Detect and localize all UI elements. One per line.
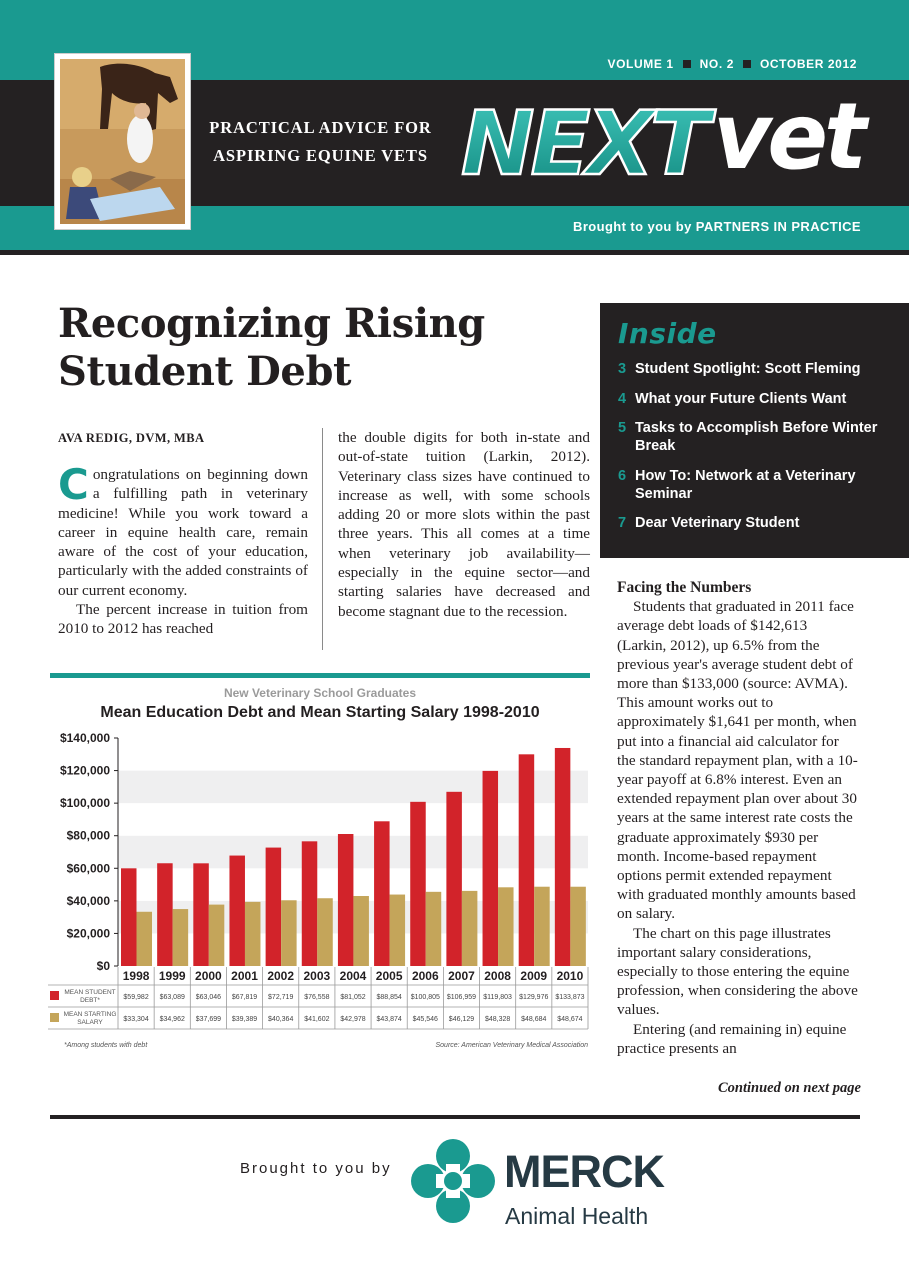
article-paragraph-2-end: the double digits for both in-state and out-of-state tuition (Larkin, 2012). Veterinary class sizes have continued to increase as well, with some schools adding 20 or more slots within the past three years. This all comes at a time when veterinary job availability—especially in the equine sector—and starting salaries have decreased and become stagnant due to the recession. bbox=[338, 429, 590, 620]
inside-item-page: 5 bbox=[618, 420, 627, 436]
chart-bar-salary bbox=[570, 887, 586, 966]
inside-item-title: What your Future Clients Want bbox=[635, 390, 847, 407]
chart-data-label: $33,304 bbox=[123, 1016, 149, 1023]
chart-data-label: $63,046 bbox=[195, 994, 222, 1001]
continued-link[interactable]: Continued on next page bbox=[717, 1080, 861, 1096]
chart-data-label: $129,976 bbox=[519, 994, 549, 1001]
inside-item-page: 3 bbox=[618, 361, 627, 377]
debt-salary-chart bbox=[40, 725, 592, 1065]
issue-info bbox=[607, 57, 857, 71]
chart-grid-band bbox=[118, 771, 588, 804]
inside-item-title: Student Spotlight: Scott Fleming bbox=[635, 361, 861, 377]
tagline-line2: ASPIRING EQUINE VETS bbox=[213, 146, 428, 165]
nextvet-wordmark bbox=[455, 92, 875, 192]
chart-x-tick-label: 2003 bbox=[303, 969, 331, 983]
chart-x-tick-label: 1999 bbox=[158, 969, 186, 983]
chart-data-label: $133,873 bbox=[555, 994, 585, 1001]
chart-bar-debt bbox=[157, 863, 173, 966]
chart-bar-salary bbox=[426, 892, 442, 966]
legend-label-line1: MEAN STUDENT bbox=[64, 989, 116, 996]
sidebar-paragraph-3: Entering (and remaining in) equine practice presents an bbox=[617, 1020, 847, 1057]
legend-label-line2: DEBT* bbox=[80, 997, 100, 1004]
legend-swatch-salary bbox=[50, 1013, 59, 1022]
chart-y-tick-label: $20,000 bbox=[66, 926, 110, 941]
chart-bar-debt bbox=[193, 863, 209, 966]
chart-x-tick-label: 2000 bbox=[195, 969, 222, 983]
chart-bar-salary bbox=[353, 896, 369, 966]
article-paragraph-1 bbox=[58, 460, 308, 600]
chart-data-label: $48,328 bbox=[484, 1016, 511, 1023]
sidebar-paragraph-2: The chart on this page illustrates important salary considerations, especially to those entering the equine profession, when considering the above values. bbox=[617, 924, 858, 1019]
chart-data-label: $106,959 bbox=[446, 994, 477, 1001]
chart-x-tick-label: 2010 bbox=[556, 969, 584, 983]
chart-bar-debt bbox=[229, 856, 245, 966]
issue-number: NO. 2 bbox=[699, 57, 734, 71]
chart-y-tick-label: $140,000 bbox=[59, 731, 110, 745]
chart-bar-debt bbox=[266, 848, 282, 966]
chart-y-tick-label: $120,000 bbox=[59, 763, 110, 778]
legend-label-line2: SALARY bbox=[77, 1019, 103, 1026]
chart-bar-debt bbox=[519, 754, 535, 966]
chart-grid-band bbox=[118, 738, 588, 771]
inside-item[interactable] bbox=[618, 514, 909, 532]
footer-brought-by: Brought to you by bbox=[240, 1160, 392, 1177]
chart-data-label: $45,546 bbox=[412, 1016, 438, 1023]
chart-data-label: $48,674 bbox=[557, 1016, 583, 1023]
chart-x-tick-label: 2001 bbox=[231, 969, 258, 983]
article-column-1 bbox=[58, 460, 308, 639]
chart-data-label: $39,389 bbox=[231, 1016, 258, 1023]
chart-footnote: *Among students with debt bbox=[64, 1042, 148, 1049]
chart-bar-salary bbox=[498, 887, 514, 966]
chart-bar-debt bbox=[374, 821, 390, 966]
chart-x-tick-label: 2004 bbox=[339, 969, 367, 983]
merck-division: Animal Health bbox=[505, 1203, 649, 1229]
inside-item[interactable] bbox=[618, 390, 909, 408]
logo-next-text: NEXT bbox=[461, 92, 716, 192]
chart-data-label: $88,854 bbox=[376, 994, 402, 1001]
inside-title: Inside bbox=[618, 317, 717, 350]
article-column-2 bbox=[338, 428, 590, 621]
chart-source: Source: American Veterinary Medical Association bbox=[435, 1042, 588, 1049]
issue-volume: VOLUME 1 bbox=[607, 57, 674, 71]
chart-data-label: $81,052 bbox=[340, 994, 366, 1001]
inside-item-page: 4 bbox=[618, 390, 627, 407]
chart-bar-salary bbox=[209, 905, 225, 966]
nextvet-logo bbox=[455, 92, 875, 197]
chart-data-label: $40,364 bbox=[268, 1016, 294, 1023]
chart-y-tick-label: $100,000 bbox=[59, 796, 110, 811]
horse-exam-illustration bbox=[60, 59, 185, 224]
chart-data-label: $76,558 bbox=[304, 994, 330, 1001]
chart-bar-salary bbox=[137, 912, 153, 966]
inside-box bbox=[600, 303, 909, 558]
chart-data-label: $46,129 bbox=[448, 1016, 475, 1023]
merck-logo-icon bbox=[410, 1138, 496, 1224]
inside-item-title: Tasks to Accomplish Before Winter Break bbox=[635, 420, 878, 454]
chart-x-tick-label: 2009 bbox=[520, 969, 548, 983]
chart-x-tick-label: 2008 bbox=[484, 969, 511, 983]
sponsor-line bbox=[573, 219, 861, 234]
chart-grid-band bbox=[118, 803, 588, 836]
chart-data-label: $34,962 bbox=[159, 1016, 185, 1023]
chart-bar-salary bbox=[281, 900, 297, 966]
chart-bar-debt bbox=[338, 834, 354, 966]
inside-item[interactable] bbox=[618, 419, 909, 455]
legend-swatch-debt bbox=[50, 991, 59, 1000]
merck-name: MERCK bbox=[504, 1146, 664, 1197]
chart-top-rule bbox=[50, 673, 590, 678]
tagline-line1: PRACTICAL ADVICE FOR bbox=[209, 118, 432, 137]
chart-subtitle: New Veterinary School Graduates bbox=[223, 686, 417, 700]
chart-x-tick-label: 2005 bbox=[375, 969, 403, 983]
tagline bbox=[198, 114, 443, 170]
column-divider bbox=[322, 428, 323, 650]
chart-data-label: $48,684 bbox=[521, 1016, 547, 1023]
chart-bar-debt bbox=[555, 748, 571, 966]
chart-data-label: $37,699 bbox=[195, 1016, 222, 1023]
chart-y-tick-label: $0 bbox=[96, 959, 110, 973]
footer-rule bbox=[50, 1115, 860, 1119]
chart-data-label: $72,719 bbox=[268, 994, 294, 1001]
logo-vet-text: vet bbox=[713, 92, 870, 190]
masthead-rule bbox=[0, 250, 909, 255]
legend-label-line1: MEAN STARTING bbox=[63, 1011, 117, 1018]
inside-item-page: 6 bbox=[618, 467, 627, 484]
chart-bar-debt bbox=[483, 771, 499, 966]
article-paragraph-2-start: The percent increase in tuition from 2010 to 2012 has reached bbox=[58, 601, 308, 638]
inside-list bbox=[618, 360, 909, 532]
chart-y-tick-label: $80,000 bbox=[66, 828, 110, 843]
chart-title: Mean Education Debt and Mean Starting Salary 1998-2010 bbox=[100, 704, 540, 721]
chart-y-tick-label: $60,000 bbox=[66, 861, 110, 876]
chart-bar-debt bbox=[446, 792, 462, 966]
chart-bar-debt bbox=[302, 841, 318, 966]
inside-item-page: 7 bbox=[618, 515, 627, 531]
chart-data-label: $43,874 bbox=[376, 1016, 402, 1023]
chart-bar-salary bbox=[534, 887, 550, 966]
sidebar-paragraph-1: Students that graduated in 2011 face average debt loads of $142,613 (Larkin, 2012), up 6.5% from the previous year's average student debt of more than $133,000 (source: AVMA). This amount works out to approximately $1,641 per month, when put into a financial aid calculator for the standard repayment plan, with a 10-year payoff at 6.8% interest. Even an extended repayment plan over about 30 years at the same interest rate costs the graduate approximately $930 per month. Income-based repayment options permit extended repayment with graduated monthly amounts based on salary. bbox=[617, 598, 858, 923]
inside-item[interactable] bbox=[618, 360, 909, 378]
chart-bar-salary bbox=[390, 895, 406, 966]
chart-data-label: $41,602 bbox=[304, 1016, 330, 1023]
chart-data-label: $59,982 bbox=[123, 994, 149, 1001]
paragraph-1-text: ongratulations on beginning down a fulfilling path in veterinary medicine! While you work toward a career in equine health care, remain aware of the cost of your education, particularly with the added constraints of our current economy. bbox=[58, 466, 308, 599]
chart-bar-salary bbox=[317, 898, 333, 966]
cover-photo bbox=[55, 54, 190, 229]
sponsor-name: PARTNERS IN PRACTICE bbox=[695, 219, 861, 234]
sidebar-article bbox=[617, 578, 860, 1058]
separator-square-icon bbox=[683, 60, 691, 68]
issue-date: OCTOBER 2012 bbox=[759, 57, 857, 71]
chart-x-tick-label: 1998 bbox=[122, 969, 150, 983]
chart-y-tick-label: $40,000 bbox=[66, 893, 110, 908]
chart-bar-salary bbox=[245, 902, 261, 966]
drop-cap: C bbox=[58, 460, 89, 509]
separator-square-icon bbox=[743, 60, 751, 68]
inside-item-title: How To: Network at a Veterinary Seminar bbox=[635, 467, 856, 502]
chart-bar-salary bbox=[462, 891, 478, 966]
byline: AVA REDIG, DVM, MBA bbox=[58, 431, 205, 445]
chart-bar-debt bbox=[410, 802, 426, 966]
section-heading: Facing the Numbers bbox=[617, 579, 752, 596]
sponsor-prefix: Brought to you by bbox=[573, 219, 696, 234]
chart-data-label: $67,819 bbox=[231, 994, 258, 1001]
inside-item[interactable] bbox=[618, 467, 909, 503]
chart-x-tick-label: 2007 bbox=[448, 969, 475, 983]
chart-data-label: $63,089 bbox=[159, 994, 185, 1001]
chart-bar-salary bbox=[173, 909, 189, 966]
chart-data-label: $100,805 bbox=[410, 994, 440, 1001]
article-headline bbox=[58, 300, 578, 396]
inside-item-title: Dear Veterinary Student bbox=[635, 515, 800, 531]
chart-x-tick-label: 2006 bbox=[411, 969, 439, 983]
chart-bar-debt bbox=[121, 868, 137, 966]
headline-line2: Student Debt bbox=[58, 348, 352, 395]
chart-data-label: $119,803 bbox=[483, 994, 512, 1001]
chart-data-label: $42,978 bbox=[340, 1016, 366, 1023]
headline-line1: Recognizing Rising bbox=[58, 300, 485, 347]
chart-x-tick-label: 2002 bbox=[267, 969, 295, 983]
